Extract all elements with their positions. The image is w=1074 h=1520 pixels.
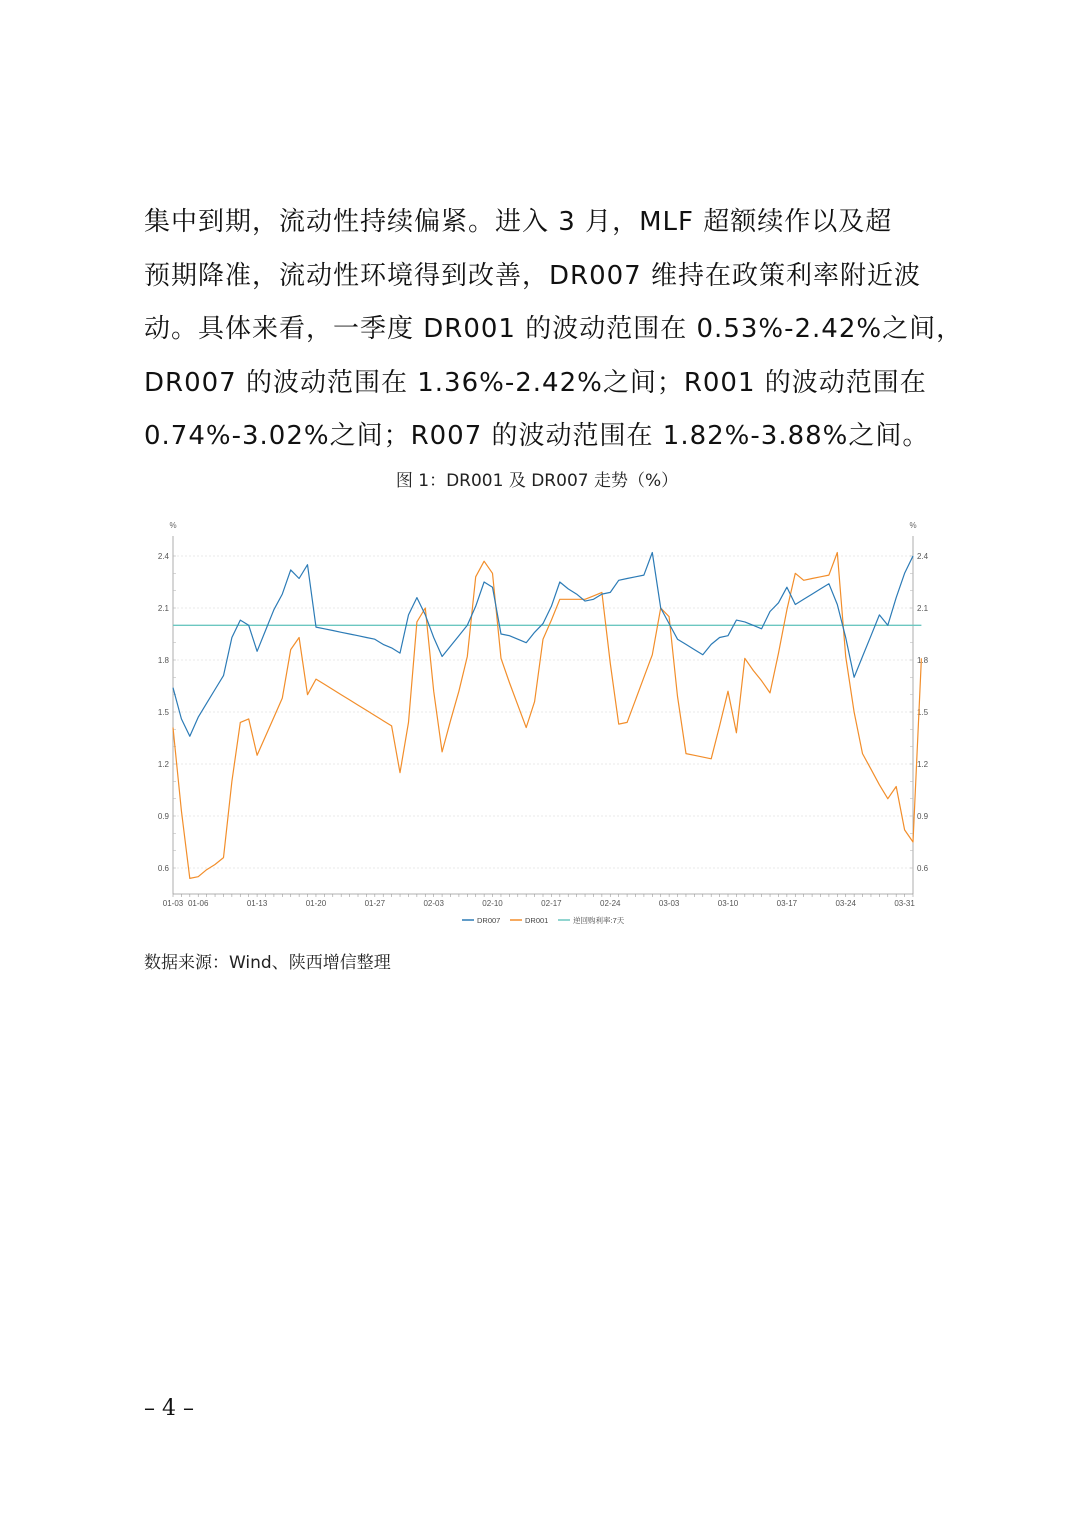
x-tick-label: 02-10 xyxy=(482,899,503,908)
x-tick-label: 01-20 xyxy=(305,899,327,908)
y-unit-label-right: % xyxy=(909,521,917,530)
x-tick-label: 01-13 xyxy=(246,899,268,908)
chart-svg xyxy=(140,508,940,928)
x-tick-label: 01-03 xyxy=(162,899,184,908)
x-tick-label: 02-17 xyxy=(541,899,562,908)
y-tick-label-left: 0.9 xyxy=(157,812,169,821)
y-tick-label-right: 0.9 xyxy=(917,812,929,821)
body-line: DR007 的波动范围在 1.36%-2.42%之间；R001 的波动范围在 xyxy=(144,367,927,398)
y-tick-label-left: 0.6 xyxy=(157,864,169,873)
legend-label: DR007 xyxy=(477,916,501,925)
page-number: – 4 – xyxy=(144,1396,194,1421)
body-paragraph xyxy=(144,196,964,464)
x-tick-label: 02-24 xyxy=(600,899,621,908)
y-tick-label-right: 2.1 xyxy=(917,604,929,613)
body-line: 集中到期，流动性持续偏紧。进入 3 月，MLF 超额续作以及超 xyxy=(144,207,893,237)
body-line: 0.74%-3.02%之间；R007 的波动范围在 1.82%-3.88%之间。 xyxy=(144,421,930,451)
y-tick-label-left: 1.8 xyxy=(157,656,169,665)
x-tick-label: 03-10 xyxy=(717,899,739,908)
legend-label: 逆回购利率:7天 xyxy=(573,916,625,925)
x-tick-label: 01-06 xyxy=(187,899,209,908)
x-tick-label: 03-17 xyxy=(776,899,798,908)
x-tick-label: 03-03 xyxy=(658,899,680,908)
series-line-DR001 xyxy=(173,553,921,879)
x-tick-label: 01-27 xyxy=(364,899,386,908)
y-unit-label-left: % xyxy=(169,521,177,530)
y-tick-label-left: 1.5 xyxy=(157,708,169,717)
source-note: 数据来源：Wind、陕西增信整理 xyxy=(144,953,391,973)
x-tick-label: 02-03 xyxy=(423,899,444,908)
y-tick-label-right: 1.8 xyxy=(917,656,929,665)
body-line: 预期降准，流动性环境得到改善，DR007 维持在政策利率附近波 xyxy=(144,260,921,291)
y-tick-label-right: 0.6 xyxy=(917,864,929,873)
body-line: 动。具体来看，一季度 DR001 的波动范围在 0.53%-2.42%之间， xyxy=(144,314,964,344)
figure-caption: 图 1：DR001 及 DR007 走势（%） xyxy=(395,471,679,491)
y-tick-label-left: 2.4 xyxy=(157,552,169,561)
x-tick-label: 03-31 xyxy=(894,899,915,908)
y-tick-label-left: 1.2 xyxy=(157,760,169,769)
y-tick-label-right: 1.5 xyxy=(917,708,929,717)
y-tick-label-right: 1.2 xyxy=(917,760,929,769)
y-tick-label-left: 2.1 xyxy=(157,604,169,613)
line-chart xyxy=(140,508,940,928)
legend-label: DR001 xyxy=(525,916,549,925)
y-tick-label-right: 2.4 xyxy=(917,552,929,561)
series-line-DR007 xyxy=(173,553,913,737)
x-tick-label: 03-24 xyxy=(835,899,856,908)
